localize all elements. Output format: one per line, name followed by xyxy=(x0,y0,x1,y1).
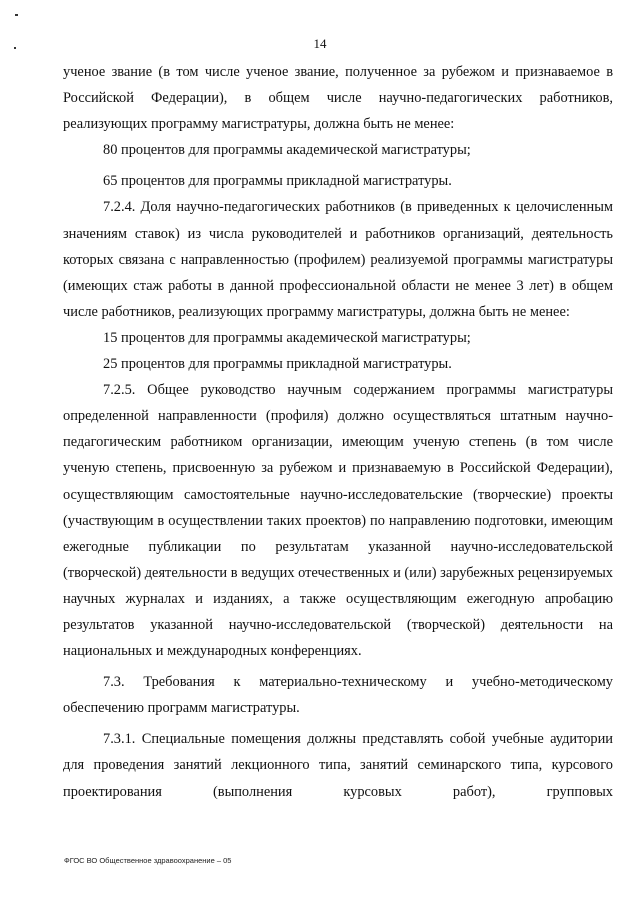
footer-note: ФГОС ВО Общественное здравоохранение – 05 xyxy=(64,856,232,865)
list-item-applied-65: 65 процентов для программы прикладной магистратуры. xyxy=(103,173,452,190)
list-item-applied-25: 25 процентов для программы прикладной магистратуры. xyxy=(103,356,452,373)
page-number: 14 xyxy=(313,36,327,51)
paragraph-7-2-4: 7.2.4. Доля научно-педагогических работников (в приведенных к целочисленным значениям ставок) из числа руководителей и работников организаций, деятельность которых связана с направленностью (профилем) реализуемой программы магистратуры (имеющих стаж работы в данной профессиональной области не менее 3 лет) в общем числе работников, реализующих программу магистратуры, должна быть не менее: xyxy=(63,199,613,320)
paragraph-7-3: 7.3. Требования к материально-техническому и учебно-методическому обеспечению программ магистратуры. xyxy=(63,674,613,717)
paragraph-continuation: ученое звание (в том числе ученое звание, полученное за рубежом и признаваемое в Российской Федерации), в общем числе научно-педагогических работников, реализующих программу магистратуры, должна быть не менее: xyxy=(63,64,613,133)
list-item-academic-15: 15 процентов для программы академической магистратуры; xyxy=(103,329,471,346)
paragraph-7-2-5: 7.2.5. Общее руководство научным содержанием программы магистратуры определенной направленности (профиля) должно осуществляться штатным научно-педагогическим работником организации, имеющим ученую степень (в том числе ученую степень, присвоенную за рубежом и признаваемую в Российской Федерации), осуществляющим самостоятельные научно-исследовательские (творческие) проекты (участвующим в осуществлении таких проектов) по направлению подготовки, имеющим ежегодные публикации по результатам указанной научно-исследовательской (творческой) деятельности в ведущих отечественных и (или) зарубежных рецензируемых научных журналах и изданиях, а также осуществляющим ежегодную апробацию результатов указанной научно-исследовательской (творческой) деятельности на национальных и международных конференциях. xyxy=(63,382,613,660)
paragraph-7-3-1: 7.3.1. Специальные помещения должны представлять собой учебные аудитории для проведения занятий лекционного типа, занятий семинарского типа, курсового проектирования (выполнения курсовых работ), групповых xyxy=(63,731,613,800)
scan-mark-top xyxy=(15,14,18,16)
list-item-academic-80: 80 процентов для программы академической магистратуры; xyxy=(103,142,471,159)
document-body xyxy=(63,59,613,805)
